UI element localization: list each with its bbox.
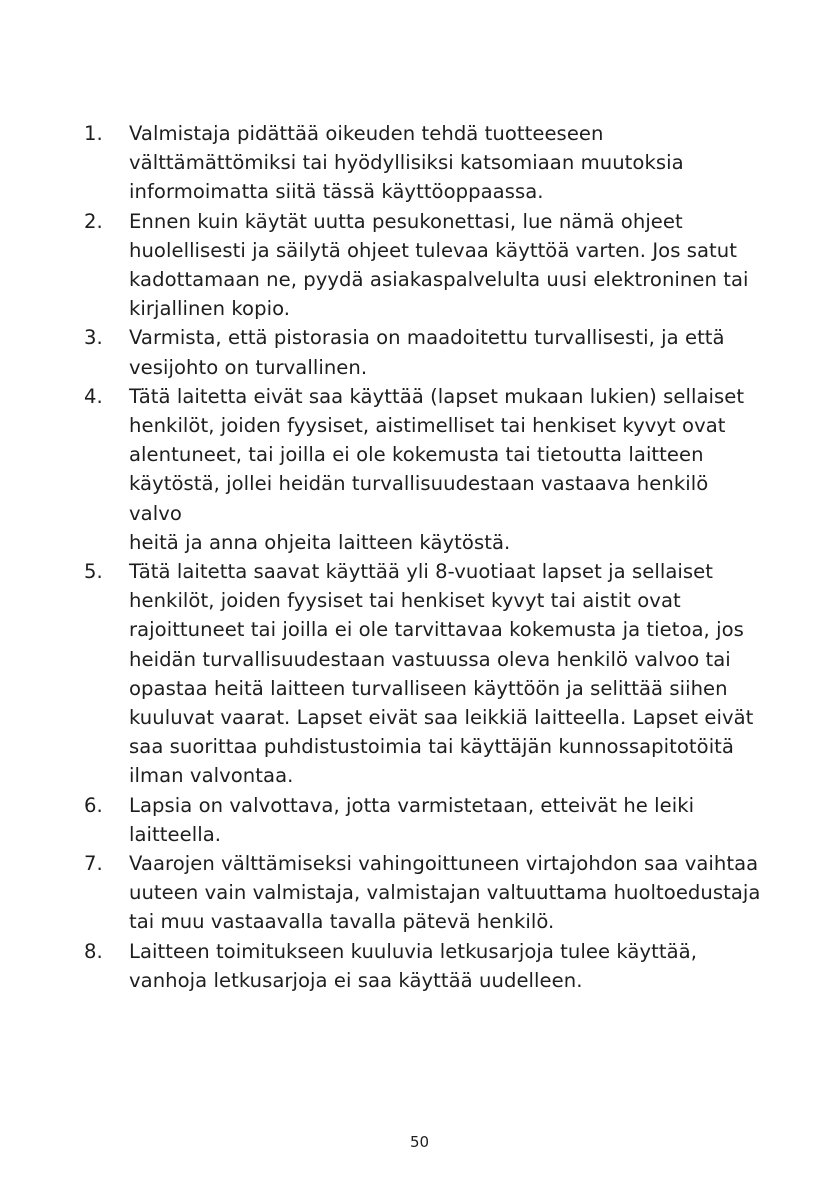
item-text-line: kirjallinen kopio. <box>129 297 291 321</box>
item-text-line: kuuluvat vaarat. Lapset eivät saa leikkiä laitteella. Lapset eivät <box>129 706 754 730</box>
item-text-line: Valmistaja pidättää oikeuden tehdä tuotteeseen <box>129 122 604 145</box>
item-number: 6. <box>84 793 103 817</box>
list-item <box>84 937 764 995</box>
item-text-line: henkilöt, joiden fyysiset, aistimelliset tai henkiset kyvyt ovat <box>129 414 726 438</box>
item-text-line: Tätä laitetta saavat käyttää yli 8-vuotiaat lapset ja sellaiset <box>129 560 713 584</box>
item-text-line: Laitteen toimitukseen kuuluvia letkusarjoja tulee käyttää, <box>129 939 697 963</box>
item-number: 4. <box>84 384 103 408</box>
item-text-line: vesijohto on turvallinen. <box>129 355 368 379</box>
item-text-line: tai muu vastaavalla tavalla pätevä henkilö. <box>129 910 555 934</box>
item-text-line: rajoittuneet tai joilla ei ole tarvittavaa kokemusta ja tietoa, jos <box>129 618 744 642</box>
item-text-line: huolellisesti ja säilytä ohjeet tulevaa käyttöä varten. Jos satut <box>129 238 737 262</box>
item-text-line: alentuneet, tai joilla ei ole kokemusta tai tietoutta laitteen <box>129 443 704 467</box>
item-text-line: vanhoja letkusarjoja ei saa käyttää uudelleen. <box>129 968 583 992</box>
item-text-line: kadottamaan ne, pyydä asiakaspalvelulta uusi elektroninen tai <box>129 268 749 292</box>
item-text-line: opastaa heitä laitteen turvalliseen käyttöön ja selittää siihen <box>129 676 728 700</box>
item-text-line: käytöstä, jollei heidän turvallisuudestaan vastaava henkilö valvo <box>129 472 709 525</box>
item-text-line: Varmista, että pistorasia on maadoitettu turvallisesti, ja että <box>129 326 725 350</box>
item-text-line: Vaarojen välttämiseksi vahingoittuneen virtajohdon saa vaihtaa <box>129 852 759 876</box>
list-item <box>84 791 764 849</box>
item-number: 7. <box>84 852 103 876</box>
item-number: 5. <box>84 560 103 584</box>
instruction-list <box>84 119 764 995</box>
page-number: 50 <box>409 1133 430 1151</box>
item-text-line: ilman valvontaa. <box>129 764 294 788</box>
item-number: 2. <box>84 209 103 233</box>
item-number: 3. <box>84 326 103 350</box>
item-number: 8. <box>84 939 103 963</box>
item-text-line: saa suorittaa puhdistustoimia tai käyttäjän kunnossapitotöitä <box>129 735 734 759</box>
list-item <box>84 119 764 207</box>
list-item <box>84 849 764 937</box>
item-text-line: välttämättömiksi tai hyödyllisiksi katsomiaan muutoksia <box>129 151 684 175</box>
item-text-line: Lapsia on valvottava, jotta varmistetaan, etteivät he leiki <box>129 793 695 817</box>
item-number: 1. <box>84 122 103 145</box>
list-item <box>84 323 764 381</box>
item-text-line: henkilöt, joiden fyysiset tai henkiset kyvyt tai aistit ovat <box>129 589 681 613</box>
item-text-line: Ennen kuin käytät uutta pesukonettasi, lue nämä ohjeet <box>129 209 683 233</box>
item-text-line: laitteella. <box>129 822 222 846</box>
item-text-line: heidän turvallisuudestaan vastuussa oleva henkilö valvoo tai <box>129 647 731 671</box>
item-text-line: heitä ja anna ohjeita laitteen käytöstä. <box>129 530 511 554</box>
item-text-line: Tätä laitetta eivät saa käyttää (lapset mukaan lukien) sellaiset <box>129 384 745 408</box>
item-text-line: uuteen vain valmistaja, valmistajan valtuuttama huoltoedustaja <box>129 881 761 905</box>
list-item <box>84 382 764 557</box>
list-item <box>84 557 764 791</box>
list-item <box>84 207 764 324</box>
item-text-line: informoimatta siitä tässä käyttöoppaassa. <box>129 180 544 204</box>
